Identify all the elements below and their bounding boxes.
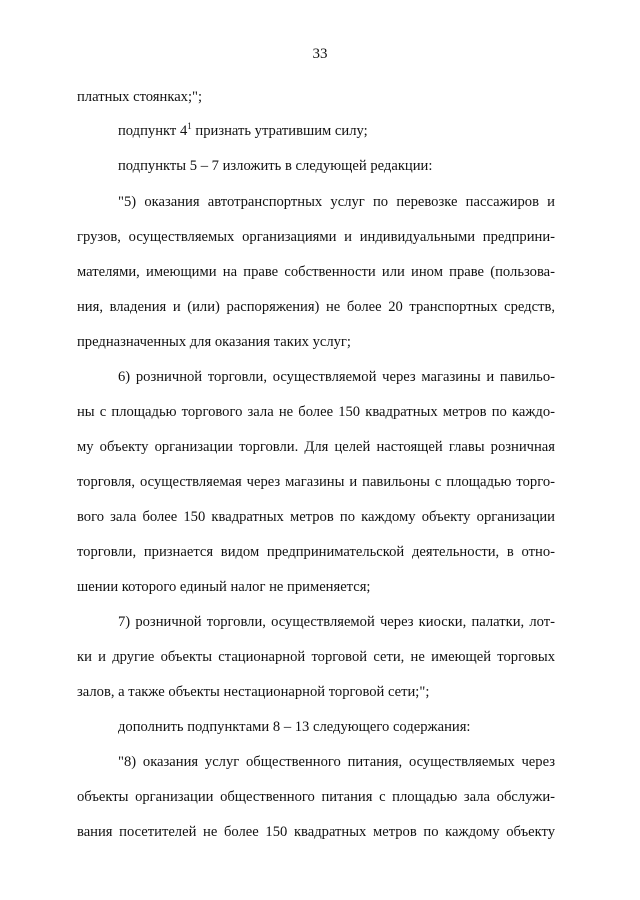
text-line: вого зала более 150 квадратных метров по каждому объекту организации [77, 509, 555, 525]
text-line: торговли, признается видом предпринимательской деятельности, в отно- [77, 544, 555, 560]
text-line: предназначенных для оказания таких услуг; [77, 334, 351, 350]
text-line: шении которого единый налог не применяется; [77, 579, 371, 595]
text-line: торговля, осуществляемая через магазины и павильоны с площадью торго- [77, 474, 555, 490]
text-line: объекты организации общественного питания с площадью зала обслужи- [77, 789, 555, 805]
text-line: залов, а также объекты нестационарной торговой сети;"; [77, 684, 430, 700]
text-line: грузов, осуществляемых организациями и индивидуальными предприни- [77, 229, 555, 245]
text-line: "5) оказания автотранспортных услуг по перевозке пассажиров и [118, 194, 555, 210]
text-fragment: признать утратившим силу; [191, 123, 368, 139]
text-line: ны с площадью торгового зала не более 150 квадратных метров по каждо- [77, 404, 555, 420]
text-line: ки и другие объекты стационарной торговой сети, не имеющей торговых [77, 649, 555, 665]
text-line: подпункты 5 – 7 изложить в следующей редакции: [118, 158, 433, 174]
text-fragment: подпункт 4 [118, 123, 188, 139]
text-line: 7) розничной торговли, осуществляемой через киоски, палатки, лот- [118, 614, 555, 630]
text-line: "8) оказания услуг общественного питания, осуществляемых через [118, 754, 555, 770]
text-line: платных стоянках;"; [77, 89, 203, 105]
page-number: 33 [312, 46, 328, 62]
text-line [118, 122, 368, 140]
text-line: дополнить подпунктами 8 – 13 следующего содержания: [118, 719, 471, 735]
text-line: ния, владения и (или) распоряжения) не более 20 транспортных средств, [77, 299, 555, 315]
superscript: 1 [187, 121, 192, 131]
text-line: мателями, имеющими на праве собственности или ином праве (пользова- [77, 264, 555, 280]
text-line: му объекту организации торговли. Для целей настоящей главы розничная [77, 439, 555, 455]
text-line: вания посетителей не более 150 квадратных метров по каждому объекту [77, 824, 555, 840]
text-line: 6) розничной торговли, осуществляемой через магазины и павильо- [118, 369, 555, 385]
